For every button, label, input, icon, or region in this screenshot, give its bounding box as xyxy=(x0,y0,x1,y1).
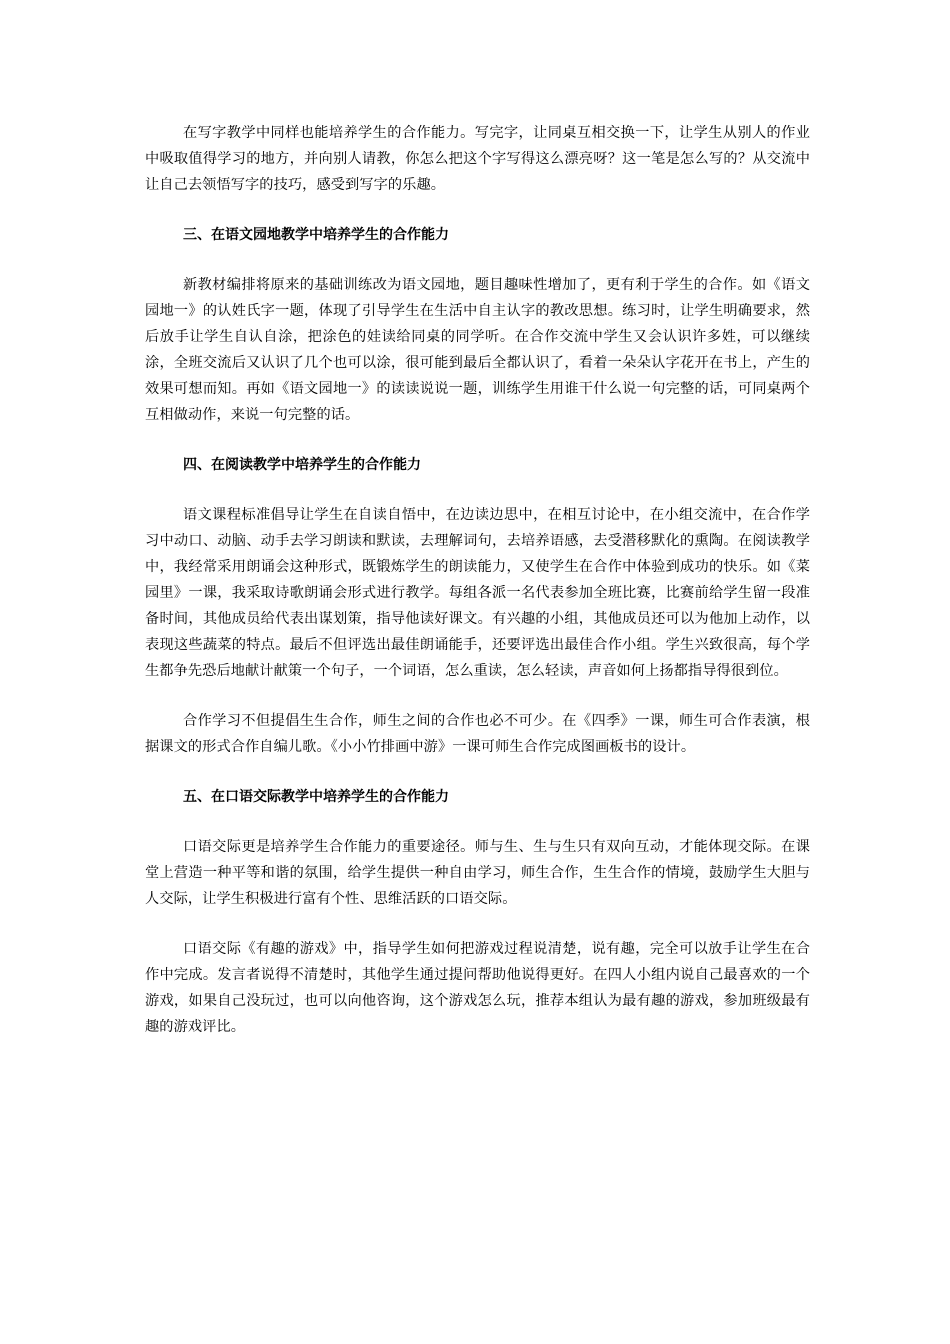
section-heading-4: 四、在阅读教学中培养学生的合作能力 xyxy=(183,457,421,473)
section-heading-3: 三、在语文园地教学中培养学生的合作能力 xyxy=(183,227,449,243)
paragraph-language-garden: 新教材编排将原来的基础训练改为语文园地，题目趣味性增加了，更有利于学生的合作。如《语文园地一》的认姓氏字一题，体现了引导学生在生活中自主认字的教改思想。练习时，让学生明确要求，然后放手让学生自认自涂，把涂色的娃读给同桌的同学听。在合作交流中学生又会认识许多姓，可以继续涂，全班交流后又认识了几个也可以涂，很可能到最后全都认识了，看着一朵朵认字花开在书上，产生的效果可想而知。再如《语文园地一》的读读说说一题，训练学生用谁干什么说一句完整的话，可同桌两个互相做动作，来说一句完整的话。 xyxy=(145,277,810,423)
paragraph-oral-communication: 口语交际更是培养学生合作能力的重要途径。师与生、生与生只有双向互动，才能体现交际。在课堂上营造一种平等和谐的氛围，给学生提供一种自由学习，师生合作，生生合作的情境，鼓励学生大胆与人交际，让学生积极进行富有个性、思维活跃的口语交际。 xyxy=(145,839,810,907)
document-body xyxy=(145,120,810,1064)
paragraph-writing-cooperation: 在写字教学中同样也能培养学生的合作能力。写完字，让同桌互相交换一下，让学生从别人的作业中吸取值得学习的地方，并向别人请教，你怎么把这个字写得这么漂亮呀？这一笔是怎么写的？从交流中让自己去领悟写字的技巧，感受到写字的乐趣。 xyxy=(145,125,810,193)
paragraph-reading-teaching: 语文课程标准倡导让学生在自读自悟中，在边读边思中，在相互讨论中，在小组交流中，在合作学习中动口、动脑、动手去学习朗读和默读，去理解词句，去培养语感，去受潜移默化的熏陶。在阅读教学中，我经常采用朗诵会这种形式，既锻炼学生的朗读能力，又使学生在合作中体验到成功的快乐。如《菜园里》一课，我采取诗歌朗诵会形式进行教学。每组各派一名代表参加全班比赛，比赛前给学生留一段准备时间，其他成员给代表出谋划策，指导他读好课文。有兴趣的小组，其他成员还可以为他加上动作，以表现这些蔬菜的特点。最后不但评选出最佳朗诵能手，还要评选出最佳合作小组。学生兴致很高，每个学生都争先恐后地献计献策一个句子，一个词语，怎么重读，怎么轻读，声音如何上扬都指导得很到位。 xyxy=(145,507,810,679)
paragraph-teacher-student-cooperation: 合作学习不但提倡生生合作，师生之间的合作也必不可少。在《四季》一课，师生可合作表演，根据课文的形式合作自编儿歌。《小小竹排画中游》一课可师生合作完成图画板书的设计。 xyxy=(145,713,810,755)
paragraph-interesting-games: 口语交际《有趣的游戏》中，指导学生如何把游戏过程说清楚，说有趣，完全可以放手让学生在合作中完成。发言者说得不清楚时，其他学生通过提问帮助他说得更好。在四人小组内说自己最喜欢的一个游戏，如果自己没玩过，也可以向他咨询，这个游戏怎么玩，推荐本组认为最有趣的游戏，参加班级最有趣的游戏评比。 xyxy=(145,941,810,1035)
section-heading-5: 五、在口语交际教学中培养学生的合作能力 xyxy=(183,789,449,805)
